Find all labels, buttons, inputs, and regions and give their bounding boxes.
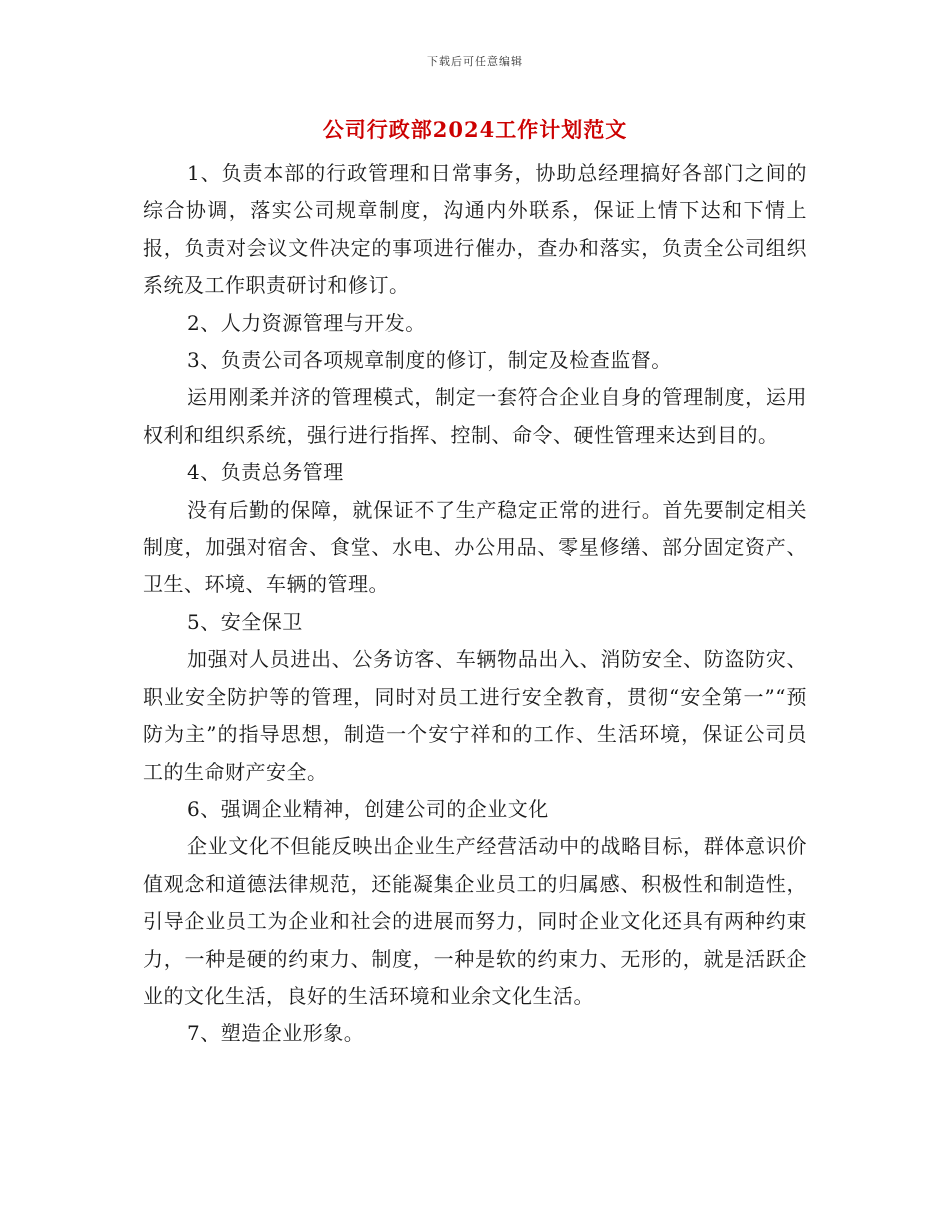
paragraph-6: 没有后勤的保障，就保证不了生产稳定正常的进行。首先要制定相关制度，加强对宿舍、食堂、水电、办公用品、零星修缮、部分固定资产、卫生、环境、车辆的管理。 [143,497,807,597]
paragraph-8: 加强对人员进出、公务访客、车辆物品出入、消防安全、防盗防灾、职业安全防护等的管理，同时对员工进行安全教育，贯彻“安全第一”“预防为主”的指导思想，制造一个安宁祥和的工作、生活环境，保证公司员工的生命财产安全。 [143,647,807,784]
paragraph-10: 企业文化不但能反映出企业生产经营活动中的战略目标，群体意识价值观念和道德法律规范，还能凝集企业员工的归属感、积极性和制造性，引导企业员工为企业和社会的进展而努力，同时企业文化还具有两种约束力，一种是硬的约束力、制度，一种是软的约束力、无形的，就是活跃企业的文化生活，良好的生活环境和业余文化生活。 [143,834,807,1008]
document-title: 公司行政部2024工作计划范文 [322,117,628,142]
paragraph-9: 6、强调企业精神，创建公司的企业文化 [187,796,549,821]
paragraph-3: 3、负责公司各项规章制度的修订，制定及检查监督。 [187,348,672,373]
document-body [143,155,807,1053]
paragraph-5: 4、负责总务管理 [187,460,344,485]
paragraph-2: 2、人力资源管理与开发。 [187,310,426,335]
paragraph-11: 7、塑造企业形象。 [187,1021,365,1046]
paragraph-1: 1、负责本部的行政管理和日常事务，协助总经理搞好各部门之间的综合协调，落实公司规章制度，沟通内外联系，保证上情下达和下情上报，负责对会议文件决定的事项进行催办，查办和落实，负责全公司组织系统及工作职责研讨和修订。 [143,161,807,298]
header-note: 下载后可任意编辑 [427,55,523,68]
paragraph-7: 5、安全保卫 [187,609,303,634]
paragraph-4: 运用刚柔并济的管理模式，制定一套符合企业自身的管理制度，运用权利和组织系统，强行进行指挥、控制、命令、硬性管理来达到目的。 [143,385,807,447]
